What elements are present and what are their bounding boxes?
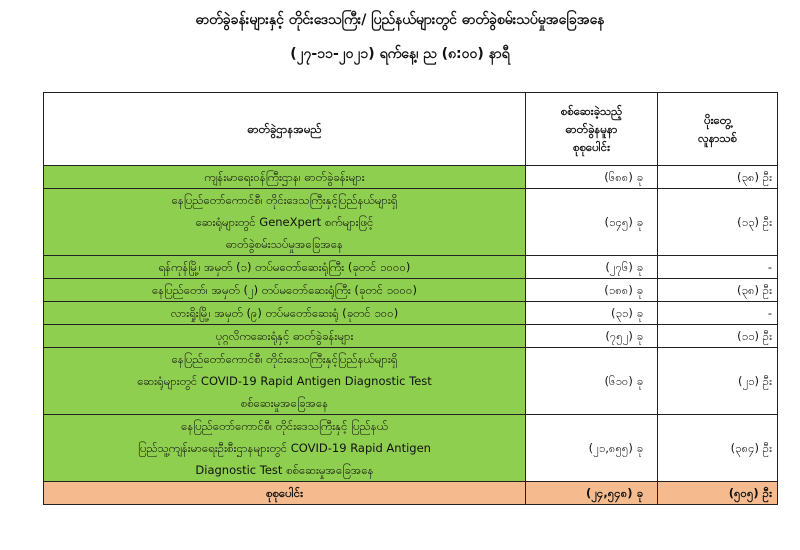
total-tested-count: (၂၄,၅၄၈) ခု xyxy=(526,482,658,505)
testing-status-table xyxy=(43,92,778,505)
row-facility-name: ပုဂ္ဂလိကဆေးရုံနှင့် ဓာတ်ခွဲခန်းများ xyxy=(44,325,526,348)
table-row xyxy=(44,325,778,348)
row-tested-count: (၁၄၅) ခု xyxy=(526,189,658,256)
row-tested-count: (၇၅၂) ခု xyxy=(526,325,658,348)
total-positive-count: (၅၀၅) ဦး xyxy=(658,482,778,505)
row-positive-count: (၁၁) ဦး xyxy=(658,325,778,348)
row-facility-name: နေပြည်တော်ကောင်စီ၊ တိုင်းဒေသကြီးနှင့် ပြည်နယ် ပြည်သူ့ကျန်းမာရေးဦးစီးဌာနများတွင် COVID-19 Rapid Antigen Diagnostic Test စစ်ဆေးမှုအခြေအနေ xyxy=(44,415,526,482)
table-header-row xyxy=(44,93,778,166)
row-tested-count: (၆၁၀) ခု xyxy=(526,348,658,415)
table-row xyxy=(44,302,778,325)
row-facility-name: နေပြည်တော်ကောင်စီ၊ တိုင်းဒေသကြီးနှင့်ပြည်နယ်များရှိ ဆေးရုံများတွင် GeneXpert စက်များဖြင့် ဓာတ်ခွဲစမ်းသပ်မှုအခြေအနေ xyxy=(44,189,526,256)
report-title: ဓာတ်ခွဲခန်းများနှင့် တိုင်းဒေသကြီး/ ပြည်နယ်များတွင် ဓာတ်ခွဲစမ်းသပ်မှုအခြေအနေ xyxy=(195,12,605,28)
row-positive-count: (၃၈) ဦး xyxy=(658,166,778,189)
report-date: (၂၇-၁၁-၂၀၂၁) ရက်နေ့၊ ည (၈:၀၀) နာရီ xyxy=(290,46,510,62)
table-row xyxy=(44,189,778,256)
table-row xyxy=(44,279,778,302)
row-tested-count: (၂၁,၈၅၅) ခု xyxy=(526,415,658,482)
row-positive-count: (၃၈၄) ဦး xyxy=(658,415,778,482)
total-label: စုစုပေါင်း xyxy=(44,482,526,505)
row-tested-count: (၆၈၈) ခု xyxy=(526,166,658,189)
table-row xyxy=(44,415,778,482)
table-row xyxy=(44,256,778,279)
row-positive-count: (၂၁) ဦး xyxy=(658,348,778,415)
table-row xyxy=(44,166,778,189)
row-positive-count: (၁၃) ဦး xyxy=(658,189,778,256)
header-new-positive-cases: ပိုးတွေ့ လူနာသစ် xyxy=(658,93,778,166)
row-positive-count: - xyxy=(658,256,778,279)
table-total-row xyxy=(44,482,778,505)
row-facility-name: ရန်ကုန်မြို့၊ အမှတ် (၁) တပ်မတော်ဆေးရုံကြီး (ခုတင် ၁၀၀၀) xyxy=(44,256,526,279)
row-positive-count: - xyxy=(658,302,778,325)
row-tested-count: (၁၈၈) ခု xyxy=(526,279,658,302)
row-facility-name: နေပြည်တော်၊ အမှတ် (၂) တပ်မတော်ဆေးရုံကြီး (ခုတင် ၁၀၀၀) xyxy=(44,279,526,302)
row-facility-name: လားရှိုးမြို့၊ အမှတ် (၉) တပ်မတော်ဆေးရုံ (ခုတင် ၁၀၀) xyxy=(44,302,526,325)
row-tested-count: (၃၁) ခု xyxy=(526,302,658,325)
row-tested-count: (၂၇၆) ခု xyxy=(526,256,658,279)
row-positive-count: (၃၈) ဦး xyxy=(658,279,778,302)
row-facility-name: နေပြည်တော်ကောင်စီ၊ တိုင်းဒေသကြီးနှင့်ပြည်နယ်များရှိ ဆေးရုံများတွင် COVID-19 Rapid Antigen Diagnostic Test စစ်ဆေးမှုအခြေအနေ xyxy=(44,348,526,415)
header-samples-tested: စစ်ဆေးခဲ့သည့် ဓာတ်ခွဲနမူနာ စုစုပေါင်း xyxy=(526,93,658,166)
header-facility-name: ဓာတ်ခွဲဌာနအမည် xyxy=(44,93,526,166)
table-row xyxy=(44,348,778,415)
row-facility-name: ကျန်းမာရေးဝန်ကြီးဌာန၊ ဓာတ်ခွဲခန်းများ xyxy=(44,166,526,189)
